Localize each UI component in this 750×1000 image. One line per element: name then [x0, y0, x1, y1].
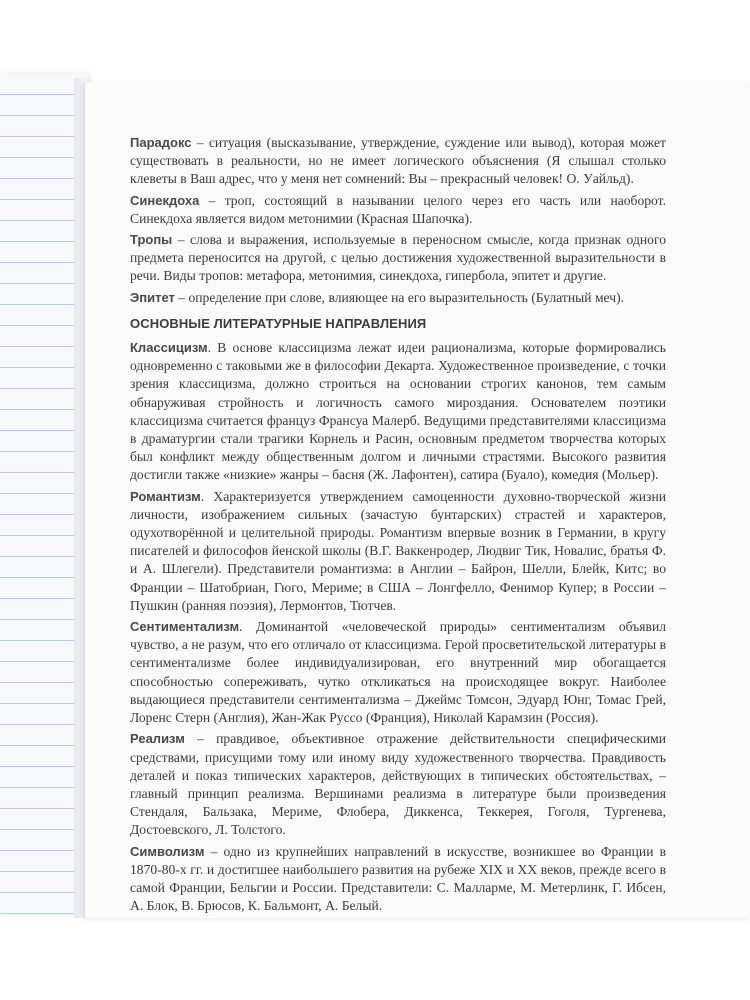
definition-term: Эпитет	[130, 289, 175, 305]
movement-text: . В основе классицизма лежат идеи рационализма, которые формировались одновременно с таковыми же в философии Декарта. Художественное произведение, с точки зрения классицизма, должно строиться на основании строгих канонов, тем самым обнаруживая стройность и логичность самого мироздания. Основателем поэтики классицизма считается француз Франсуа Малерб. Ведущими представителями классицизма в драматургии стали трагики Корнель и Расин, основным предметом творчества которых был конфликт между общественным долгом и личными страстями. Высокого развития достигли также «низкие» жанры – басня (Ж. Лафонтен), сатира (Буало), комедия (Мольер).	[130, 340, 666, 483]
section-heading: ОСНОВНЫЕ ЛИТЕРАТУРНЫЕ НАПРАВЛЕНИЯ	[130, 315, 427, 331]
definition-text: – ситуация (высказывание, утверждение, суждение или вывод), которая может существовать в реальности, но не имеет логического объяснения (Я слышал столько клеветы в Ваш адрес, что у меня нет сомнений: Вы – прекрасный человек! О. Уайльд).	[130, 135, 666, 187]
definition-term: Парадокс	[130, 135, 192, 150]
movement-term: Классицизм	[130, 340, 208, 356]
definition-term: Синекдоха	[130, 192, 200, 208]
definition-text: – слова и выражения, используемые в переносном смысле, когда признак одного предмета переносится на другой, с целью достижения художественной выразительности в речи. Виды тропов: метафора, метонимия, синекдоха, гипербола, эпитет и другие.	[130, 232, 666, 284]
definition-paragraph	[130, 289, 666, 307]
movement-term: Реализм	[130, 731, 185, 747]
movement-paragraph	[130, 339, 666, 485]
definition-paragraph	[130, 134, 666, 189]
movement-term: Романтизм	[130, 488, 201, 504]
definition-paragraph	[130, 192, 666, 228]
movement-term: Символизм	[130, 843, 205, 859]
movement-text: – одно из крупнейших направлений в искусстве, возникшее во Франции в 1870-80-х гг. и достигшее наибольшего развития на рубеже XIX и XX веков, прежде всего в самой Франции, Бельгии и России. Представители: С. Малларме, М. Метерлинк, Г. Ибсен, А. Блок, В. Брюсов, К. Бальмонт, А. Белый.	[130, 843, 666, 914]
movement-paragraph	[130, 843, 666, 916]
movement-text: – правдивое, объективное отражение действительности специфическими средствами, присущими тому или иному виду художественного творчества. Правдивость деталей и показ типических характеров, действующих в типических обстоятельствах, – главный принцип реализма. Вершинами реализма в литературе были произведения Стендаля, Бальзака, Мериме, Флобера, Диккенса, Теккерея, Гоголя, Тургенева, Достоевского, Л. Толстого.	[130, 731, 666, 838]
definition-text: – троп, состоящий в назывании целого через его часть или наоборот. Синекдоха является видом метонимии (Красная Шапочка).	[130, 192, 666, 226]
movement-text: . Характеризуется утверждением самоценности духовно-творческой жизни личности, изображением сильных (зачастую бунтарских) страстей и характеров, одухотворённой и целительной природы. Романтизм впервые возник в Германии, в кругу писателей и философов йенской школы (В.Г. Ваккенродер, Людвиг Тик, Новалис, братья Ф. и А. Шлегели). Представители романтизма: в Англии – Байрон, Шелли, Блейк, Китс; во Франции – Шатобриан, Гюго, Мериме; в США – Лонгфелло, Фенимор Купер; в России – Пушкин (ранняя поэзия), Лермонтов, Тютчев.	[130, 488, 666, 613]
movement-paragraph	[130, 730, 666, 839]
page-content	[130, 134, 666, 918]
movement-text: . Доминантой «человеческой природы» сентиментализм объявил чувство, а не разум, что его отличало от классицизма. Герой просветительской литературы в сентиментализме более индивидуализирован, его внутренний мир обогащается способностью сопереживать, чутко откликаться на происходящее вокруг. Наиболее выдающиеся представители сентиментализма – Джеймс Томсон, Эдуард Юнг, Томас Грей, Лоренс Стерн (Англия), Жан-Жак Руссо (Франция), Николай Карамзин (Россия).	[130, 619, 666, 726]
definition-term: Тропы	[130, 232, 173, 248]
movement-term: Сентиментализм	[130, 619, 240, 635]
movement-paragraph	[130, 618, 666, 727]
definition-paragraph	[130, 231, 666, 286]
movement-paragraph	[130, 488, 666, 615]
definition-text: – определение при слове, влияющее на его выразительность (Булатный меч).	[174, 289, 625, 305]
